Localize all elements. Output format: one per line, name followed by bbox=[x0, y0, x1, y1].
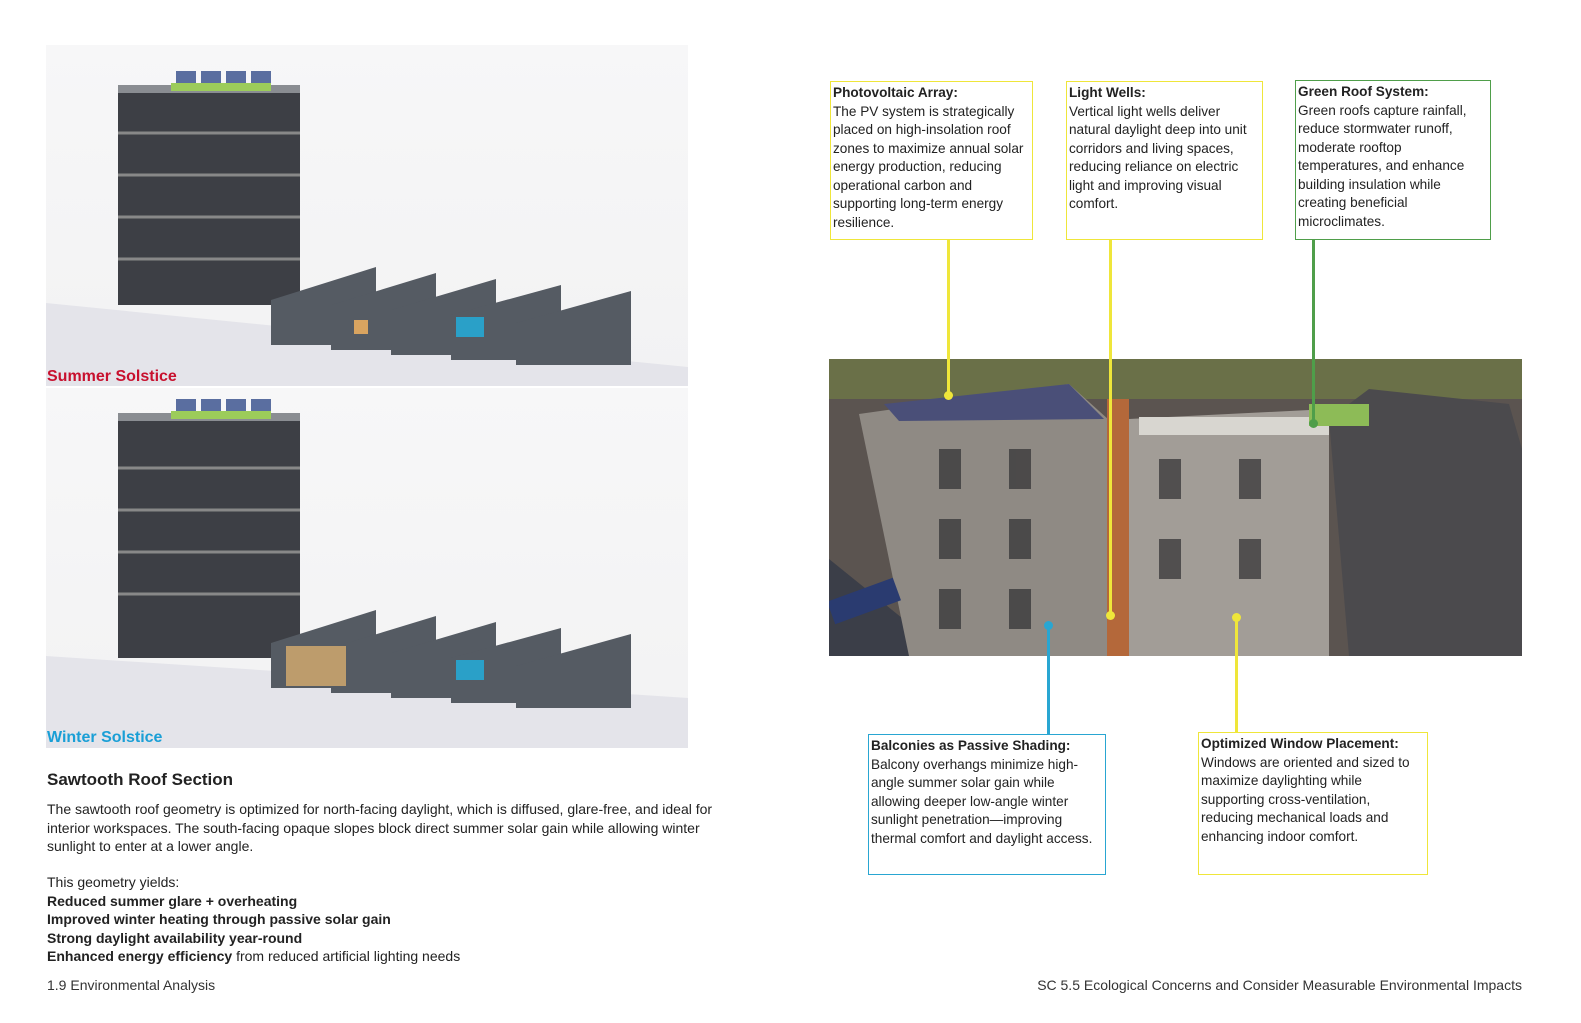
yields-list bbox=[47, 873, 460, 966]
section-paragraph: The sawtooth roof geometry is optimized for north-facing daylight, which is diffused, glare-free, and ideal for interior workspaces. The south-facing opaque slopes block direct summer solar gain while allowing winter sunlight to enter at a lower angle. bbox=[47, 801, 713, 854]
summer-solstice-render bbox=[46, 45, 688, 386]
pv-leader-line bbox=[947, 239, 950, 395]
callout-title: Optimized Window Placement: bbox=[1201, 736, 1399, 751]
callout-title: Balconies as Passive Shading: bbox=[871, 738, 1071, 753]
yields-intro: This geometry yields: bbox=[47, 874, 180, 890]
footer-left: 1.9 Environmental Analysis bbox=[47, 977, 216, 993]
building-section-drawing bbox=[46, 45, 688, 386]
winter-solstice-label: Winter Solstice bbox=[47, 729, 163, 746]
callout-balconies bbox=[868, 734, 1106, 875]
callout-green-roof bbox=[1295, 80, 1491, 240]
windows-leader-line bbox=[1235, 617, 1238, 732]
callout-body: The PV system is strategically placed on high-insolation roof zones to maximize annual solar energy production, reducing operational carbon and supporting long-term energy resilience. bbox=[833, 103, 1024, 230]
callout-window-placement bbox=[1198, 732, 1428, 875]
aerial-building-render bbox=[829, 359, 1522, 656]
callout-body: Balcony overhangs minimize high-angle summer solar gain while allowing deeper low-angle winter sunlight penetration—improving thermal comfort and daylight access. bbox=[871, 756, 1093, 846]
green-roof-marker-dot bbox=[1309, 419, 1318, 428]
yield-item-last bbox=[47, 947, 460, 966]
pv-marker-dot bbox=[944, 391, 953, 400]
yield-item-rest: from reduced artificial lighting needs bbox=[232, 948, 461, 964]
callout-body: Windows are oriented and sized to maximize daylighting while supporting cross-ventilation, reducing mechanical loads and enhancing indoor comfort. bbox=[1201, 754, 1410, 844]
light-wells-marker-dot bbox=[1106, 611, 1115, 620]
footer-right: SC 5.5 Ecological Concerns and Consider Measurable Environmental Impacts bbox=[1037, 977, 1522, 993]
yield-item-bold: Enhanced energy efficiency bbox=[47, 948, 233, 964]
summer-solstice-label: Summer Solstice bbox=[47, 368, 177, 385]
section-title: Sawtooth Roof Section bbox=[47, 770, 234, 789]
balconies-marker-dot bbox=[1044, 621, 1053, 630]
callout-body: Vertical light wells deliver natural daylight deep into unit corridors and living spaces, reducing reliance on electric light and improving visual comfort. bbox=[1069, 103, 1247, 211]
callout-photovoltaic-array bbox=[830, 81, 1033, 240]
windows-marker-dot bbox=[1232, 613, 1241, 622]
callout-title: Light Wells: bbox=[1069, 85, 1146, 100]
aerial-buildings-drawing bbox=[829, 359, 1522, 656]
callout-light-wells bbox=[1066, 81, 1263, 240]
callout-title: Photovoltaic Array: bbox=[833, 85, 958, 100]
callout-body: Green roofs capture rainfall, reduce stormwater runoff, moderate rooftop temperatures, and enhance building insulation while creating beneficial microclimates. bbox=[1298, 102, 1467, 229]
yield-item: Strong daylight availability year-round bbox=[47, 929, 303, 946]
yield-item: Improved winter heating through passive solar gain bbox=[47, 911, 391, 927]
yield-item: Reduced summer glare + overheating bbox=[47, 892, 298, 909]
winter-solstice-render bbox=[46, 388, 688, 748]
callout-title: Green Roof System: bbox=[1298, 84, 1429, 99]
green-roof-leader-line bbox=[1312, 239, 1315, 424]
light-wells-leader-line bbox=[1109, 239, 1112, 615]
building-section-drawing bbox=[46, 388, 688, 748]
balconies-leader-line bbox=[1047, 625, 1050, 734]
